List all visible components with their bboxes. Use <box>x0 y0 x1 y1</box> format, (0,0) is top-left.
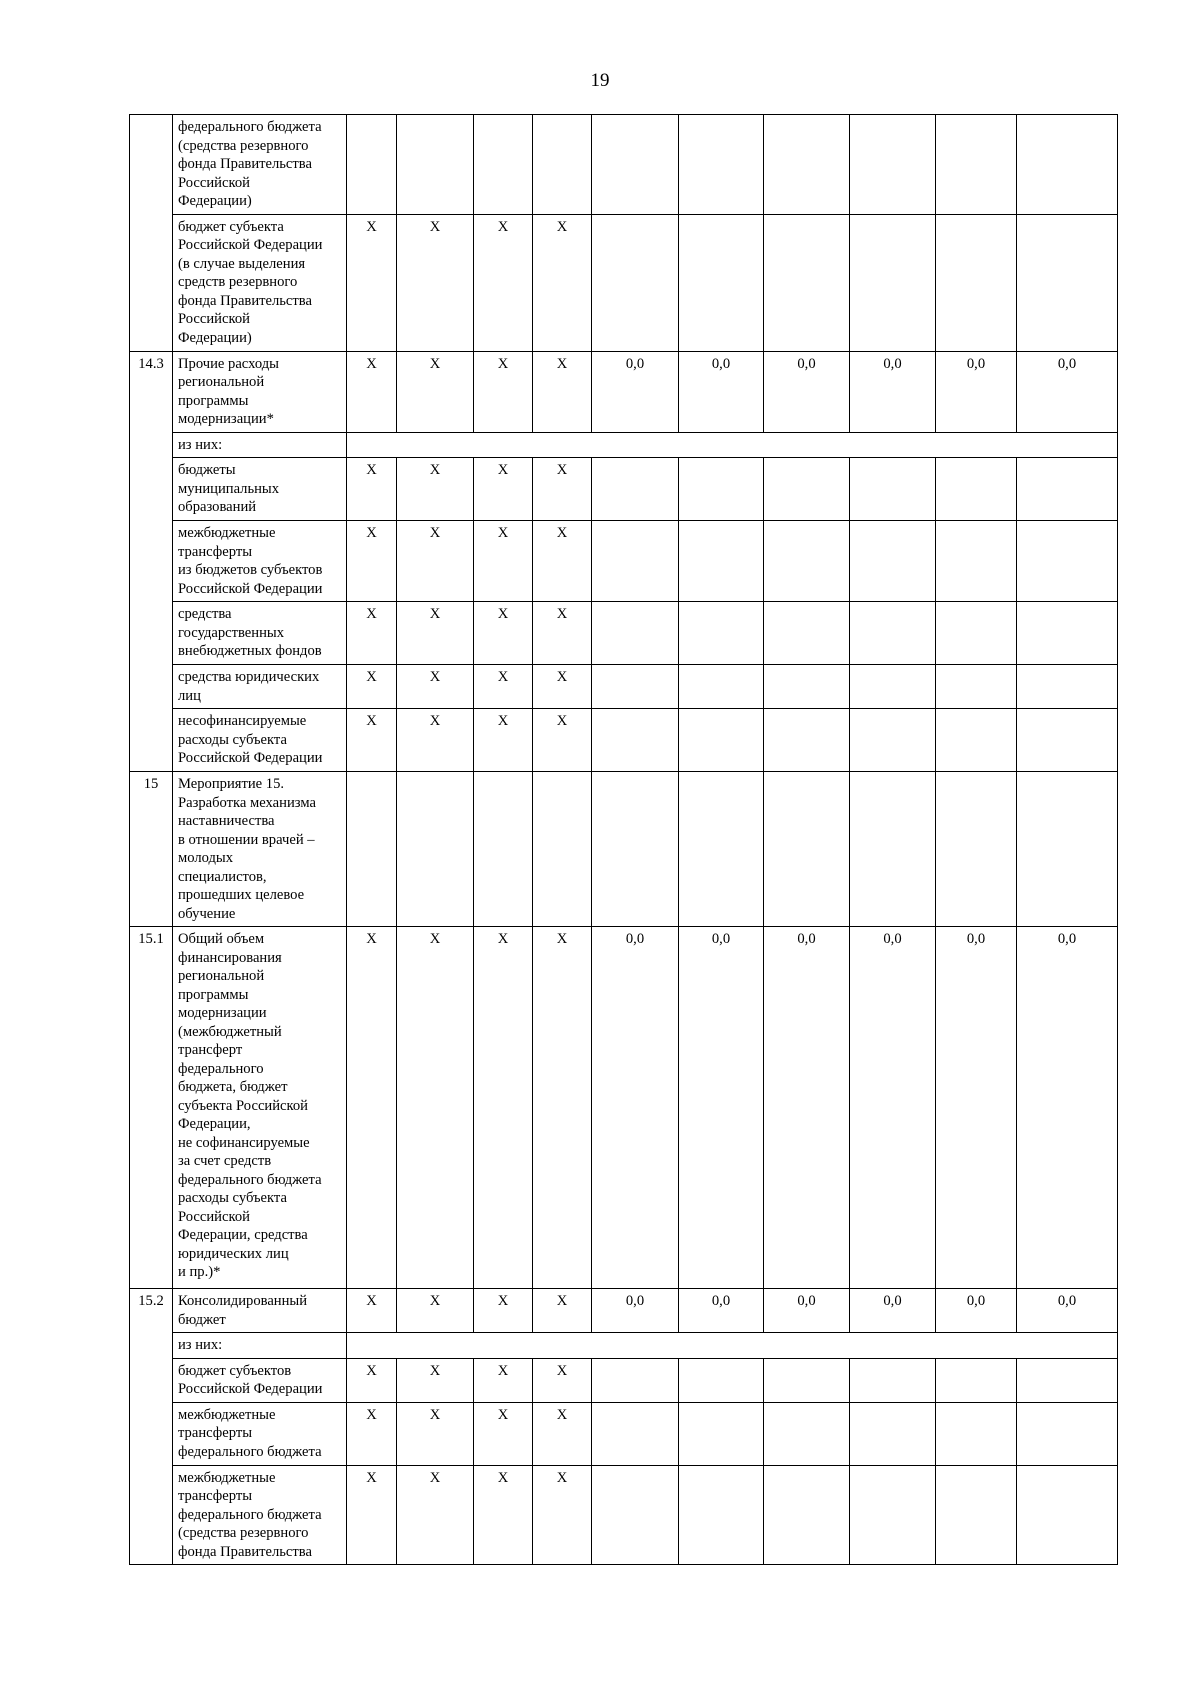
value-cell: 0,0 <box>679 1289 764 1333</box>
table-row <box>130 214 1118 351</box>
mark-cell: X <box>533 602 592 665</box>
mark-cell: X <box>397 458 474 521</box>
row-label: Общий объем финансирования региональной программы модернизации (межбюджетный трансферт федерального бюджета, бюджет субъекта Российской Федерации, не софинансируемые за счет средств федерального бюджета расходы субъекта Российской Федерации, средства юридических лиц и пр.)* <box>173 927 347 1289</box>
row-label: бюджет субъекта Российской Федерации (в случае выделения средств резервного фонда Правительства Российской Федерации) <box>173 214 347 351</box>
mark-cell: X <box>397 602 474 665</box>
value-cell <box>1017 115 1118 215</box>
value-cell <box>850 709 936 772</box>
value-cell <box>592 602 679 665</box>
mark-cell: X <box>474 602 533 665</box>
value-cell <box>679 458 764 521</box>
mark-cell: X <box>533 927 592 1289</box>
table-row <box>130 521 1118 602</box>
value-cell <box>936 1402 1017 1465</box>
value-cell <box>936 1358 1017 1402</box>
value-cell <box>850 214 936 351</box>
value-cell <box>764 602 850 665</box>
value-cell <box>679 521 764 602</box>
value-cell <box>592 1402 679 1465</box>
financing-table <box>129 114 1118 1565</box>
row-label: межбюджетные трансферты федерального бюджета (средства резервного фонда Правительства <box>173 1465 347 1565</box>
mark-cell: X <box>533 709 592 772</box>
table-row <box>130 1402 1118 1465</box>
table-row <box>130 602 1118 665</box>
value-cell <box>850 1358 936 1402</box>
value-cell: 0,0 <box>679 351 764 432</box>
mark-cell: X <box>397 665 474 709</box>
mark-cell: X <box>397 214 474 351</box>
row-number: 15 <box>130 772 173 927</box>
table-row <box>130 1289 1118 1333</box>
value-cell <box>936 214 1017 351</box>
row-number <box>130 115 173 352</box>
mark-cell: X <box>347 351 397 432</box>
row-label: межбюджетные трансферты федерального бюджета <box>173 1402 347 1465</box>
value-cell <box>936 602 1017 665</box>
value-cell <box>592 458 679 521</box>
table-row <box>130 458 1118 521</box>
value-cell: 0,0 <box>764 927 850 1289</box>
subheader-span <box>347 1333 1118 1359</box>
value-cell: 0,0 <box>850 351 936 432</box>
mark-cell: X <box>474 1358 533 1402</box>
value-cell <box>1017 521 1118 602</box>
value-cell <box>936 709 1017 772</box>
mark-cell: X <box>533 1465 592 1565</box>
mark-cell: X <box>533 351 592 432</box>
value-cell <box>679 214 764 351</box>
mark-cell: X <box>474 1402 533 1465</box>
value-cell <box>1017 1465 1118 1565</box>
value-cell <box>936 115 1017 215</box>
value-cell <box>1017 1402 1118 1465</box>
mark-cell: X <box>347 1465 397 1565</box>
value-cell <box>850 665 936 709</box>
row-label: бюджеты муниципальных образований <box>173 458 347 521</box>
value-cell <box>679 115 764 215</box>
value-cell: 0,0 <box>592 351 679 432</box>
page-number: 19 <box>590 70 610 91</box>
value-cell <box>936 665 1017 709</box>
mark-cell: X <box>474 1465 533 1565</box>
value-cell: 0,0 <box>592 1289 679 1333</box>
mark-cell: X <box>397 1402 474 1465</box>
mark-cell: X <box>347 927 397 1289</box>
value-cell <box>936 458 1017 521</box>
value-cell <box>936 521 1017 602</box>
row-number: 14.3 <box>130 351 173 772</box>
mark-cell: X <box>533 665 592 709</box>
mark-cell: X <box>533 1289 592 1333</box>
table-row <box>130 665 1118 709</box>
mark-cell: X <box>397 709 474 772</box>
mark-cell <box>397 772 474 927</box>
mark-cell <box>533 115 592 215</box>
mark-cell: X <box>474 458 533 521</box>
table-row <box>130 1358 1118 1402</box>
value-cell: 0,0 <box>1017 927 1118 1289</box>
value-cell <box>764 115 850 215</box>
table-row <box>130 927 1118 1289</box>
value-cell <box>679 772 764 927</box>
mark-cell: X <box>397 1465 474 1565</box>
mark-cell: X <box>397 1289 474 1333</box>
mark-cell: X <box>397 521 474 602</box>
value-cell <box>764 709 850 772</box>
value-cell <box>679 1402 764 1465</box>
value-cell <box>764 1358 850 1402</box>
row-label: Прочие расходы региональной программы модернизации* <box>173 351 347 432</box>
mark-cell: X <box>533 521 592 602</box>
value-cell <box>764 665 850 709</box>
subheader-row <box>130 1333 1118 1359</box>
value-cell <box>1017 665 1118 709</box>
value-cell: 0,0 <box>936 351 1017 432</box>
value-cell: 0,0 <box>936 1289 1017 1333</box>
value-cell <box>764 214 850 351</box>
mark-cell: X <box>397 351 474 432</box>
value-cell <box>592 115 679 215</box>
value-cell <box>936 1465 1017 1565</box>
value-cell <box>764 521 850 602</box>
mark-cell <box>474 772 533 927</box>
mark-cell: X <box>347 602 397 665</box>
value-cell <box>850 521 936 602</box>
row-label: несофинансируемые расходы субъекта Российской Федерации <box>173 709 347 772</box>
subheader-label: из них: <box>173 432 347 458</box>
mark-cell: X <box>533 1402 592 1465</box>
mark-cell: X <box>474 927 533 1289</box>
value-cell <box>679 709 764 772</box>
row-label: средства государственных внебюджетных фондов <box>173 602 347 665</box>
mark-cell <box>397 115 474 215</box>
mark-cell: X <box>397 1358 474 1402</box>
mark-cell: X <box>347 665 397 709</box>
table-row <box>130 351 1118 432</box>
value-cell: 0,0 <box>850 1289 936 1333</box>
mark-cell: X <box>347 214 397 351</box>
table-row <box>130 709 1118 772</box>
value-cell <box>764 772 850 927</box>
mark-cell: X <box>347 1402 397 1465</box>
value-cell <box>1017 214 1118 351</box>
value-cell <box>1017 1358 1118 1402</box>
row-label: межбюджетные трансферты из бюджетов субъектов Российской Федерации <box>173 521 347 602</box>
value-cell <box>679 602 764 665</box>
table-row <box>130 1465 1118 1565</box>
mark-cell: X <box>474 214 533 351</box>
row-label: средства юридических лиц <box>173 665 347 709</box>
value-cell <box>850 458 936 521</box>
value-cell <box>850 115 936 215</box>
value-cell <box>592 1465 679 1565</box>
value-cell: 0,0 <box>679 927 764 1289</box>
mark-cell: X <box>533 1358 592 1402</box>
row-number: 15.1 <box>130 927 173 1289</box>
value-cell: 0,0 <box>850 927 936 1289</box>
value-cell <box>850 772 936 927</box>
value-cell: 0,0 <box>1017 1289 1118 1333</box>
mark-cell: X <box>474 1289 533 1333</box>
mark-cell: X <box>397 927 474 1289</box>
mark-cell <box>474 115 533 215</box>
mark-cell: X <box>474 351 533 432</box>
value-cell <box>850 1465 936 1565</box>
value-cell <box>764 1402 850 1465</box>
value-cell: 0,0 <box>764 351 850 432</box>
mark-cell: X <box>474 709 533 772</box>
value-cell <box>1017 772 1118 927</box>
mark-cell: X <box>347 709 397 772</box>
table-body <box>130 115 1118 1565</box>
row-label: Консолидированный бюджет <box>173 1289 347 1333</box>
value-cell <box>764 1465 850 1565</box>
value-cell <box>592 214 679 351</box>
value-cell <box>592 665 679 709</box>
value-cell <box>679 1358 764 1402</box>
value-cell <box>592 1358 679 1402</box>
row-number: 15.2 <box>130 1289 173 1565</box>
value-cell: 0,0 <box>592 927 679 1289</box>
row-label: бюджет субъектов Российской Федерации <box>173 1358 347 1402</box>
value-cell <box>764 458 850 521</box>
mark-cell: X <box>347 1358 397 1402</box>
mark-cell: X <box>474 521 533 602</box>
value-cell <box>850 1402 936 1465</box>
row-label: Мероприятие 15. Разработка механизма наставничества в отношении врачей – молодых специалистов, прошедших целевое обучение <box>173 772 347 927</box>
value-cell <box>592 772 679 927</box>
row-label: федерального бюджета (средства резервного фонда Правительства Российской Федерации) <box>173 115 347 215</box>
value-cell <box>1017 458 1118 521</box>
value-cell <box>592 709 679 772</box>
subheader-label: из них: <box>173 1333 347 1359</box>
mark-cell <box>347 115 397 215</box>
value-cell <box>1017 709 1118 772</box>
mark-cell: X <box>347 521 397 602</box>
value-cell <box>592 521 679 602</box>
value-cell <box>1017 602 1118 665</box>
table-row <box>130 772 1118 927</box>
value-cell <box>850 602 936 665</box>
mark-cell <box>347 772 397 927</box>
mark-cell: X <box>533 214 592 351</box>
mark-cell <box>533 772 592 927</box>
subheader-row <box>130 432 1118 458</box>
mark-cell: X <box>533 458 592 521</box>
value-cell <box>679 1465 764 1565</box>
mark-cell: X <box>474 665 533 709</box>
mark-cell: X <box>347 1289 397 1333</box>
value-cell: 0,0 <box>764 1289 850 1333</box>
table-row <box>130 115 1118 215</box>
value-cell <box>936 772 1017 927</box>
value-cell: 0,0 <box>936 927 1017 1289</box>
subheader-span <box>347 432 1118 458</box>
mark-cell: X <box>347 458 397 521</box>
value-cell: 0,0 <box>1017 351 1118 432</box>
value-cell <box>679 665 764 709</box>
